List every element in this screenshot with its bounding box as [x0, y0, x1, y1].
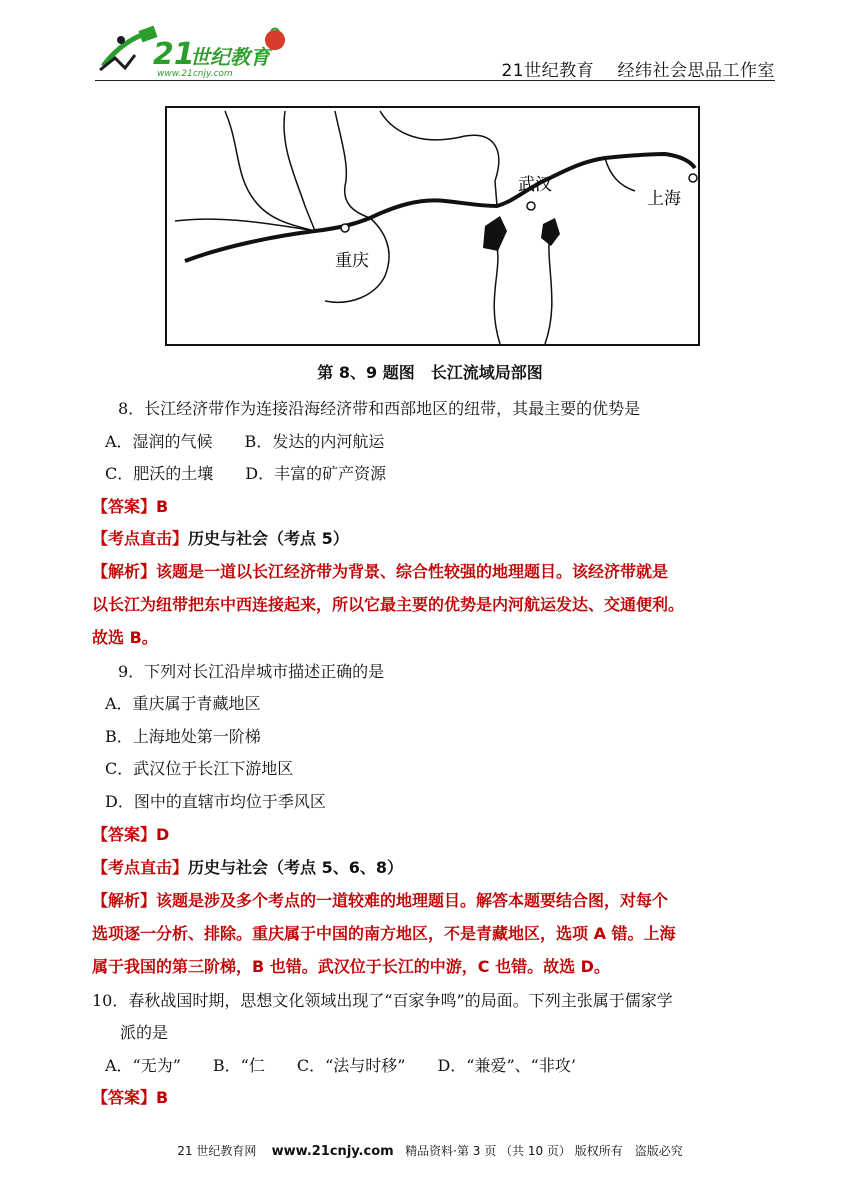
q9-option-c: C．武汉位于长江下游地区: [105, 759, 294, 778]
label-wuhan: 武汉: [518, 175, 552, 195]
q8-analysis: 【解析】该题是一道以长江经济带为背景、综合性较强的地理题目。该经济带就是: [92, 562, 669, 581]
q9-option-b: B．上海地处第一阶梯: [105, 727, 261, 746]
q10-stem: 10．春秋战国时期，思想文化领域出现了“百家争鸣”的局面。下列主张属于儒家学: [92, 991, 673, 1010]
q10-stem-2: 派的是: [120, 1023, 169, 1042]
svg-text:21: 21: [153, 37, 195, 72]
logo-text: 世纪教育: [190, 45, 270, 69]
header-divider: [95, 80, 775, 81]
map-caption: 第 8、9 题图 长江流域局部图: [317, 363, 543, 382]
q8-options-ab: A．湿润的气候 B．发达的内河航运: [105, 432, 385, 451]
q9-keypoint: 【考点直击】历史与社会（考点 5、6、8）: [92, 858, 403, 877]
q8-analysis-3: 故选 B。: [92, 628, 158, 647]
label-chongqing: 重庆: [335, 251, 369, 271]
footer-site: 21 世纪教育网: [177, 1144, 257, 1158]
site-logo: [95, 20, 295, 80]
q9-analysis: 【解析】该题是涉及多个考点的一道较难的地理题目。解答本题要结合图，对每个: [92, 891, 669, 910]
q8-answer: 【答案】B: [92, 497, 169, 516]
q9-option-a: A．重庆属于青藏地区: [105, 694, 261, 713]
q9-analysis-2: 选项逐一分析、排除。重庆属于中国的南方地区，不是青藏地区，选项 A 错。上海: [92, 924, 676, 943]
page-header: [95, 20, 775, 82]
q9-stem: 9．下列对长江沿岸城市描述正确的是: [118, 662, 385, 681]
q9-analysis-3: 属于我国的第三阶梯，B 也错。武汉位于长江的中游，C 也错。故选 D。: [92, 957, 610, 976]
q10-options: A．“无为” B．“仁 C．“法与时移” D．“兼爱”、“非攻’: [105, 1056, 576, 1075]
q9-option-d: D．图中的直辖市均位于季风区: [105, 792, 326, 811]
footer-info: 精品资料·第 3 页 （共 10 页） 版权所有 盗版必究: [405, 1144, 683, 1158]
header-title: 21世纪教育 经纬社会思品工作室: [501, 61, 775, 81]
q8-options-cd: C．肥沃的土壤 D．丰富的矿产资源: [105, 464, 387, 483]
q8-stem: 8．长江经济带作为连接沿海经济带和西部地区的纽带，其最主要的优势是: [118, 399, 641, 418]
footer-url[interactable]: www.21cnjy.com: [271, 1144, 394, 1159]
yangtze-map: [165, 106, 700, 346]
page-footer: [0, 1142, 860, 1159]
q8-analysis-2: 以长江为纽带把东中西连接起来，所以它最主要的优势是内河航运发达、交通便利。: [92, 595, 685, 614]
label-shanghai: 上海: [647, 189, 681, 209]
q10-answer: 【答案】B: [92, 1088, 169, 1107]
q9-answer: 【答案】D: [92, 825, 170, 844]
q8-keypoint: 【考点直击】历史与社会（考点 5）: [92, 529, 349, 548]
logo-url: www.21cnjy.com: [157, 69, 233, 79]
